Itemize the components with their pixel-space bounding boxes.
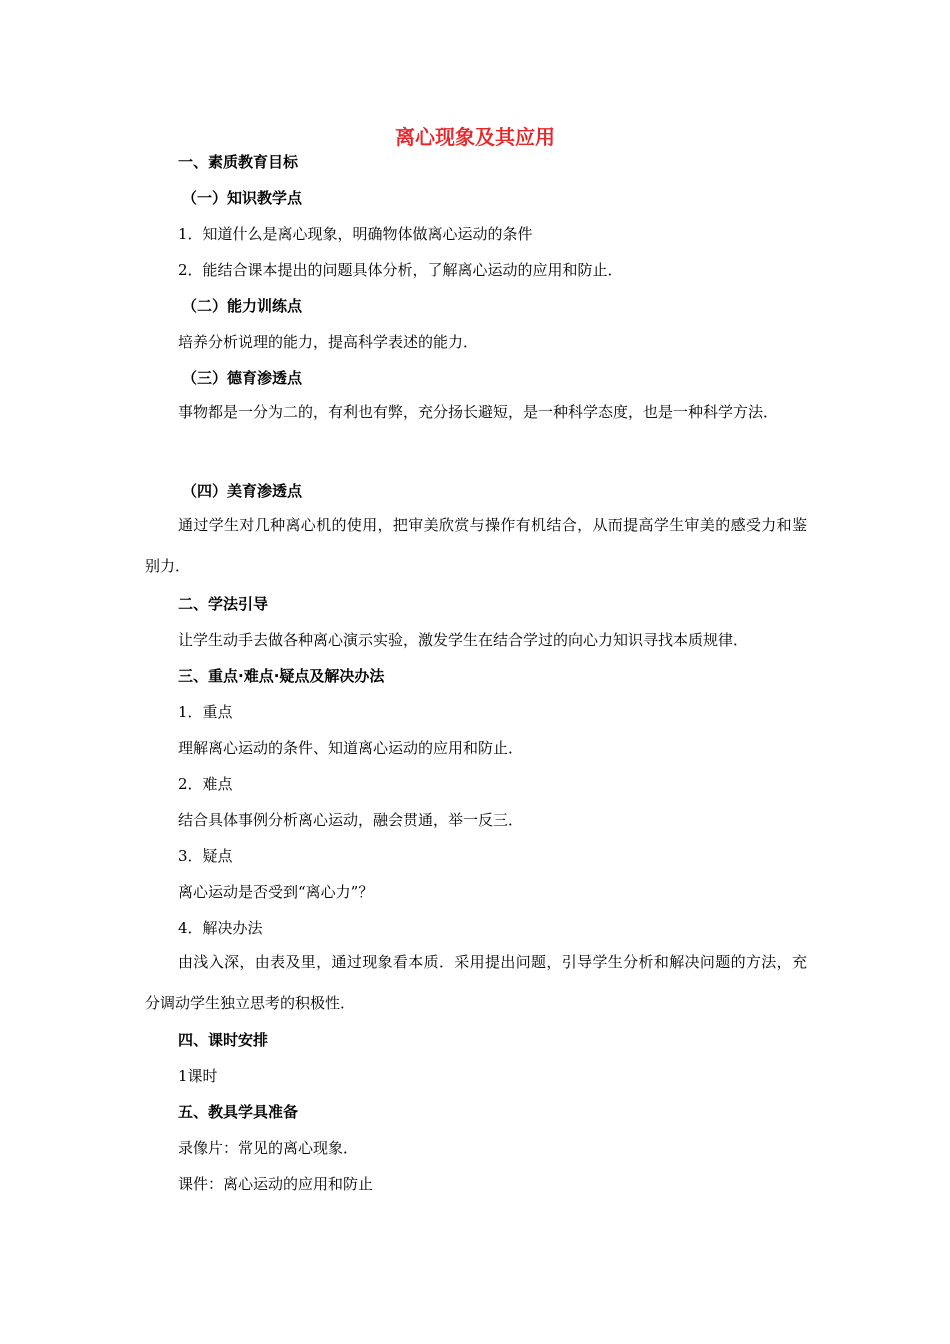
- key-point-text: 理解离心运动的条件、知道离心运动的应用和防止．: [178, 739, 524, 757]
- document-title: 离心现象及其应用: [395, 125, 555, 149]
- knowledge-item-1: 1．知道什么是离心现象，明确物体做离心运动的条件: [178, 225, 533, 243]
- section-heading-method: 二、学法引导: [178, 595, 269, 613]
- schedule-text: 1课时: [178, 1067, 218, 1085]
- materials-courseware: 课件：离心运动的应用和防止: [178, 1175, 374, 1193]
- subheading-knowledge: （一）知识教学点: [182, 189, 303, 207]
- section-heading-goals: 一、素质教育目标: [178, 153, 299, 171]
- section-heading-materials: 五、教具学具准备: [178, 1103, 299, 1121]
- materials-video: 录像片：常见的离心现象．: [178, 1139, 359, 1157]
- section-heading-schedule: 四、课时安排: [178, 1031, 269, 1049]
- subheading-aesthetic: （四）美育渗透点: [182, 482, 303, 500]
- solution-label: 4．解决办法: [178, 919, 263, 937]
- subheading-ability: （二）能力训练点: [182, 297, 303, 315]
- subheading-moral: （三）德育渗透点: [182, 369, 303, 387]
- moral-paragraph: 事物都是一分为二的，有利也有弊，充分扬长避短，是一种科学态度，也是一种科学方法．: [178, 403, 779, 421]
- difficulty-text: 结合具体事例分析离心运动，融会贯通，举一反三．: [178, 811, 524, 829]
- method-text: 让学生动手去做各种离心演示实验，激发学生在结合学过的向心力知识寻找本质规律．: [178, 631, 749, 649]
- key-point-label: 1．重点: [178, 703, 233, 721]
- solution-paragraph: 由浅入深，由表及里，通过现象看本质．采用提出问题，引导学生分析和解决问题的方法，充分调动学生独立思考的积极性．: [145, 953, 807, 1012]
- ability-text: 培养分析说理的能力，提高科学表述的能力．: [178, 333, 479, 351]
- knowledge-item-2: 2．能结合课本提出的问题具体分析，了解离心运动的应用和防止．: [178, 261, 623, 279]
- doubt-label: 3．疑点: [178, 847, 233, 865]
- doubt-text: 离心运动是否受到“离心力”？: [178, 883, 374, 901]
- section-heading-key-points: 三、重点·难点·疑点及解决办法: [178, 667, 385, 685]
- aesthetic-paragraph: 通过学生对几种离心机的使用，把审美欣赏与操作有机结合，从而提高学生审美的感受力和鉴别力．: [145, 516, 807, 575]
- difficulty-label: 2．难点: [178, 775, 233, 793]
